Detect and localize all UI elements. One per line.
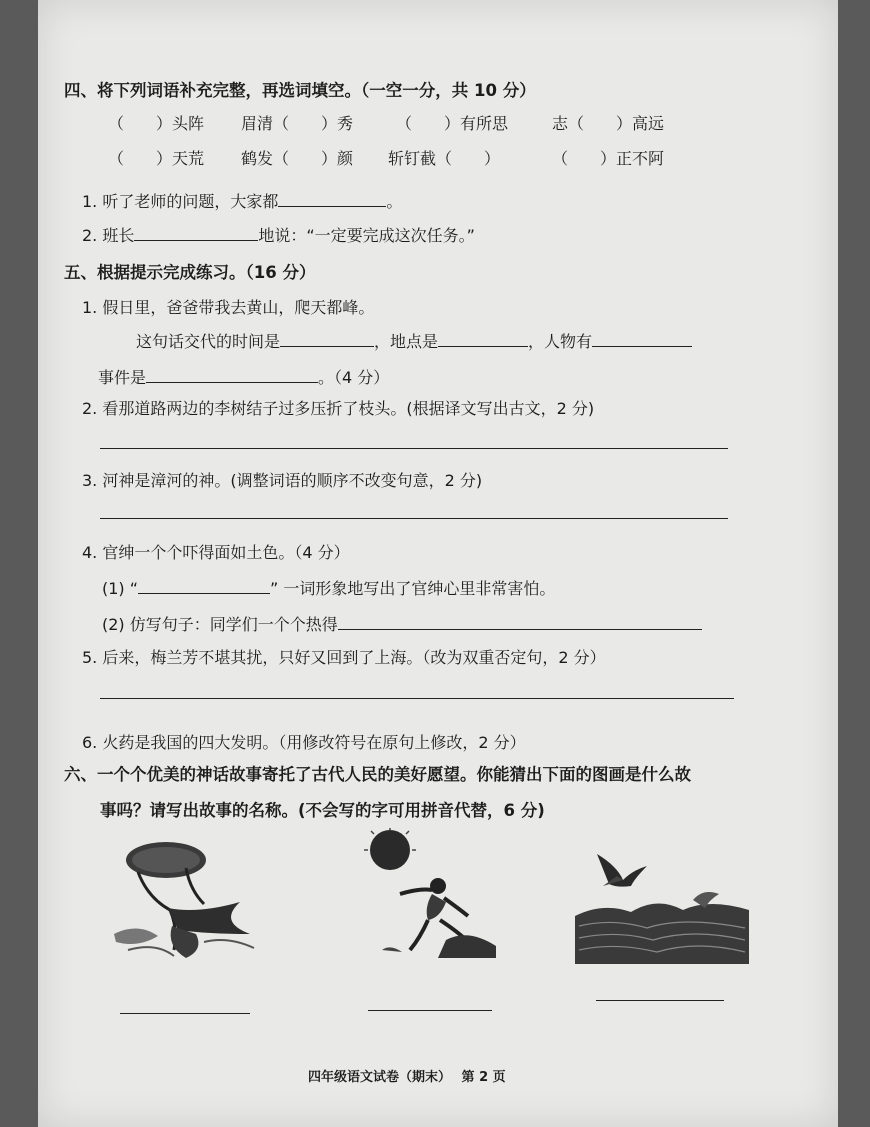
sec5-question-2: 2. 看那道路两边的李树结子过多压折了枝头。(根据译文写出古文，2 分) [82, 399, 595, 418]
answer-blank-event[interactable] [146, 367, 318, 383]
myth-picture-1 [108, 838, 258, 970]
answer-line-q2[interactable] [100, 448, 728, 449]
page-number: 第 2 页 [461, 1070, 506, 1085]
idiom-row1-item3: （ ）有所思 [396, 114, 509, 133]
sec5-question-1: 1. 假日里，爸爸带我去黄山，爬天都峰。 [82, 298, 375, 317]
sec4-question-2: 2. 班长 地说：“一定要完成这次任务。” [82, 226, 475, 245]
sec5-question-5: 5. 后来，梅兰芳不堪其扰，只好又回到了上海。（改为双重否定句，2 分） [82, 648, 606, 667]
paper-name: 四年级语文试卷（期末） [308, 1070, 452, 1085]
answer-blank[interactable] [134, 225, 258, 241]
answer-line-picture-1[interactable] [120, 1013, 250, 1014]
answer-blank-imitate[interactable] [338, 614, 702, 630]
answer-blank-place[interactable] [438, 331, 528, 347]
idiom-row2-item3: 斩钉截（ ） [388, 149, 501, 168]
sec5-question-1-fill: 这句话交代的时间是 ，地点是 ，人物有 [136, 331, 692, 353]
section-6-title-line2: 事吗？请写出故事的名称。(不会写的字可用拼音代替，6 分) [100, 801, 545, 820]
idiom-row1-item4: 志（ ）高远 [552, 114, 665, 133]
idiom-row2-item4: （ ）正不阿 [552, 149, 665, 168]
answer-line-q3[interactable] [100, 518, 728, 519]
idiom-row1-item1: （ ）头阵 [108, 114, 205, 133]
myth-picture-2 [328, 828, 498, 963]
answer-line-q5[interactable] [100, 698, 734, 699]
idiom-row2-item1: （ ）天荒 [108, 149, 205, 168]
section-4-title: 四、将下列词语补充完整，再选词填空。（一空一分，共 10 分） [64, 81, 536, 100]
answer-blank-people[interactable] [592, 331, 692, 347]
section-6-title-line1: 六、一个个优美的神话故事寄托了古代人民的美好愿望。你能猜出下面的图画是什么故 [64, 765, 691, 784]
idiom-row2-item2: 鹤发（ ）颜 [241, 149, 354, 168]
answer-blank-time[interactable] [280, 331, 374, 347]
answer-blank-word[interactable] [138, 578, 270, 594]
answer-blank[interactable] [278, 191, 386, 207]
sec5-question-4-1: (1) “ ” 一词形象地写出了官绅心里非常害怕。 [102, 579, 556, 598]
sec5-question-6: 6. 火药是我国的四大发明。（用修改符号在原句上修改，2 分） [82, 733, 526, 752]
page-footer [308, 1066, 512, 1085]
sec4-question-1: 1. 听了老师的问题，大家都 。 [82, 192, 403, 211]
idiom-row1-item2: 眉清（ ）秀 [241, 114, 354, 133]
answer-line-picture-3[interactable] [596, 1000, 724, 1001]
section-5-title: 五、根据提示完成练习。（16 分） [64, 263, 316, 282]
sec5-question-4-2: (2) 仿写句子：同学们一个个热得 [102, 614, 702, 636]
exam-paper [38, 0, 838, 1127]
sec5-question-3: 3. 河神是漳河的神。(调整词语的顺序不改变句意，2 分) [82, 471, 483, 490]
sec5-question-1-event: 事件是 。（4 分） [98, 368, 390, 387]
answer-line-picture-2[interactable] [368, 1010, 492, 1011]
myth-picture-3 [573, 840, 751, 968]
sec5-question-4: 4. 官绅一个个吓得面如土色。（4 分） [82, 543, 350, 562]
